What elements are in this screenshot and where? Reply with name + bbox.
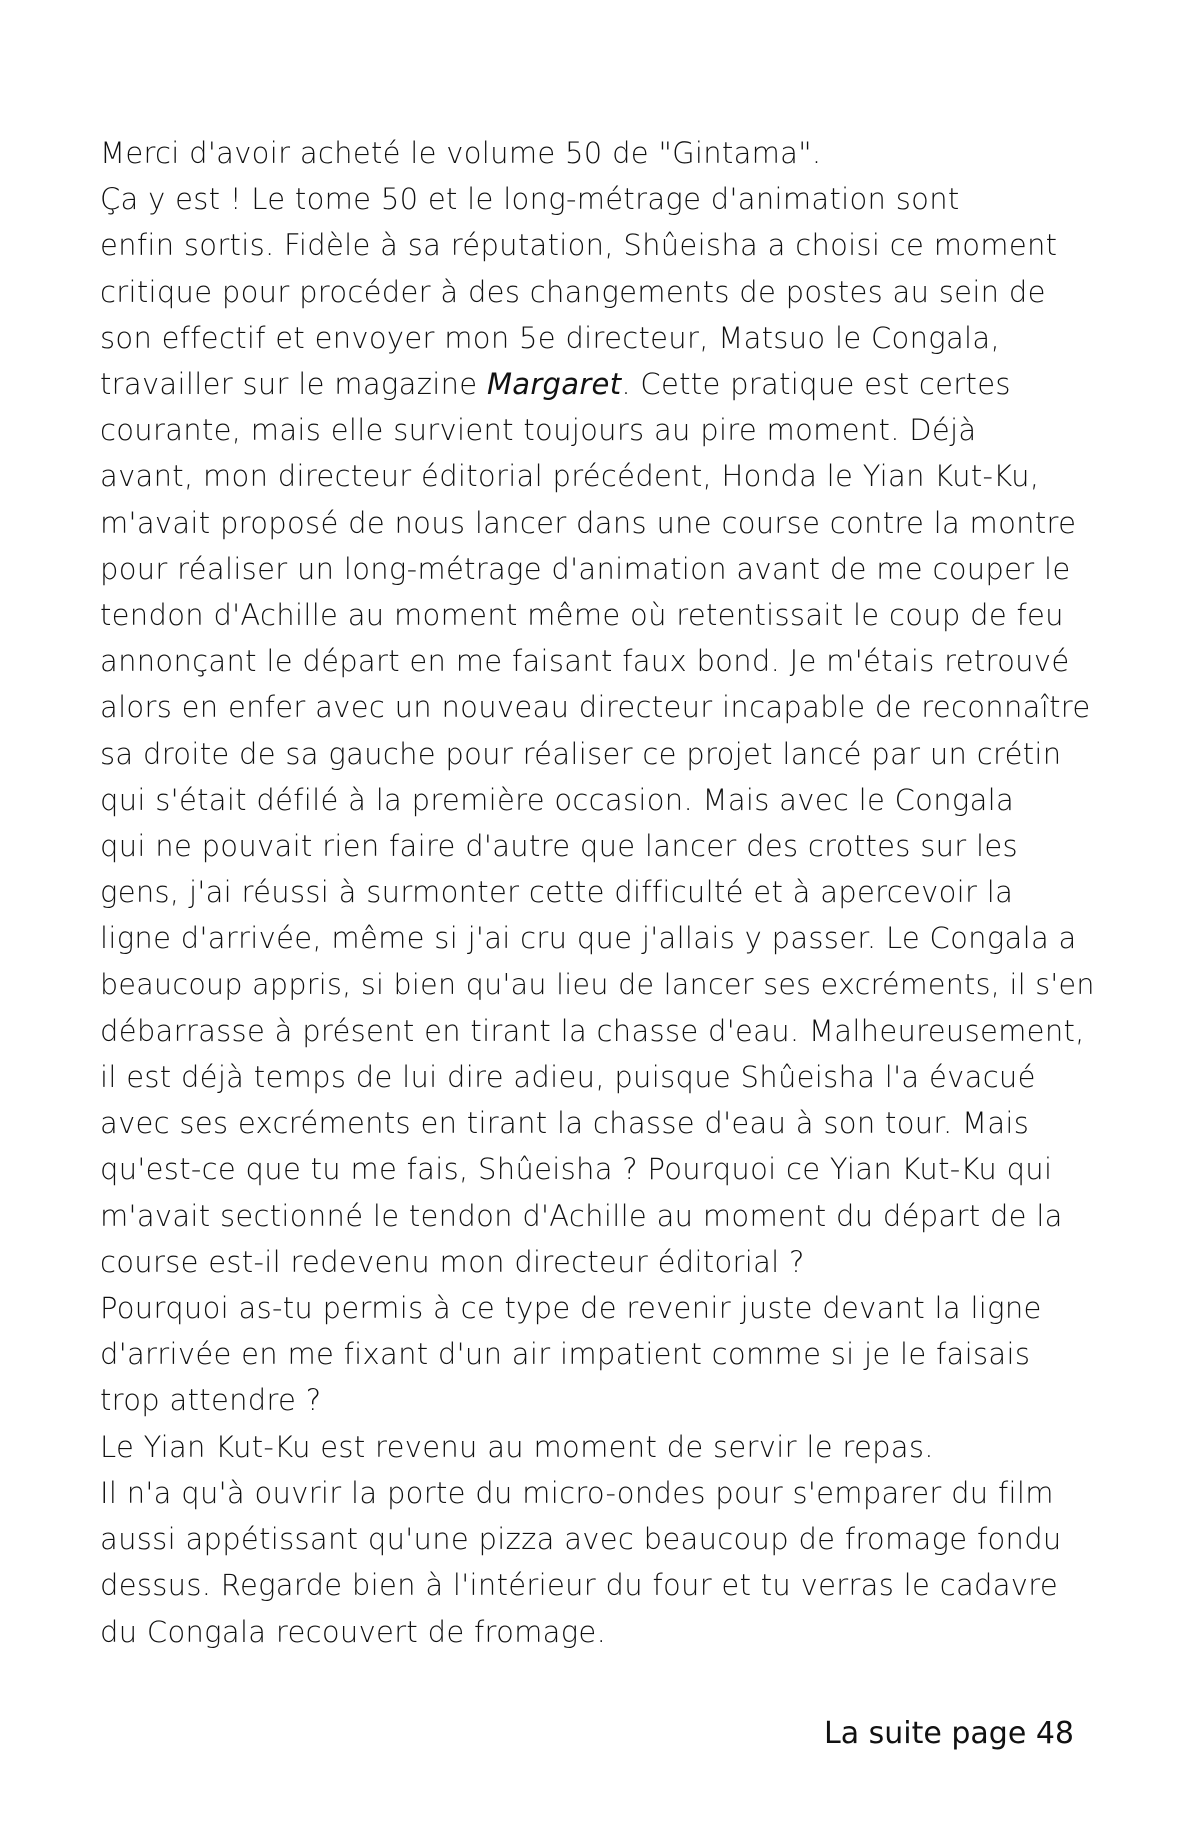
text-line: alors en enfer avec un nouveau directeur incapable de reconnaître [100, 690, 1091, 725]
text-line: m'avait proposé de nous lancer dans une course contre la montre [100, 505, 1077, 540]
text-line: d'arrivée en me fixant d'un air impatient comme si je le faisais [100, 1337, 1031, 1372]
text-line: débarrasse à présent en tirant la chasse d'eau. Malheureusement, [100, 1013, 1085, 1048]
text-line: ligne d'arrivée, même si j'ai cru que j'allais y passer. Le Congala a [100, 921, 1077, 956]
text-line: avec ses excréments en tirant la chasse d'eau à son tour. Mais [100, 1106, 1030, 1141]
text-line: pour réaliser un long-métrage d'animation avant de me couper le [100, 551, 1071, 586]
text-line: qui ne pouvait rien faire d'autre que lancer des crottes sur les [100, 829, 1018, 864]
text-line: course est-il redevenu mon directeur éditorial ? [100, 1244, 805, 1279]
author-note-text [100, 130, 1100, 1655]
text-line: tendon d'Achille au moment même où retentissait le coup de feu [100, 598, 1064, 633]
text-line: Il n'a qu'à ouvrir la porte du micro-ondes pour s'emparer du film [100, 1475, 1054, 1510]
text-line: avant, mon directeur éditorial précédent, Honda le Yian Kut-Ku, [100, 459, 1040, 494]
continuation-note: La suite page 48 [823, 1716, 1074, 1751]
text-line: aussi appétissant qu'une pizza avec beaucoup de fromage fondu [100, 1522, 1062, 1557]
text-line: courante, mais elle survient toujours au pire moment. Déjà [100, 413, 977, 448]
text-line-part: travailler sur le magazine [100, 367, 478, 402]
text-line: m'avait sectionné le tendon d'Achille au moment du départ de la [100, 1198, 1063, 1233]
text-line: qui s'était défilé à la première occasion. Mais avec le Congala [100, 782, 1015, 817]
text-line: annonçant le départ en me faisant faux bond. Je m'étais retrouvé [100, 644, 1070, 679]
text-line-part: . Cette pratique est certes [621, 367, 1011, 402]
text-line: qu'est-ce que tu me fais, Shûeisha ? Pourquoi ce Yian Kut-Ku qui [100, 1152, 1053, 1187]
magazine-title: Margaret [486, 367, 622, 402]
text-line: du Congala recouvert de fromage. [100, 1614, 607, 1649]
text-line: enfin sortis. Fidèle à sa réputation, Shûeisha a choisi ce moment [100, 228, 1058, 263]
text-line: Merci d'avoir acheté le volume 50 de "Gintama". [100, 136, 822, 170]
text-line: gens, j'ai réussi à surmonter cette difficulté et à apercevoir la [100, 875, 1014, 910]
text-line: trop attendre ? [100, 1383, 322, 1418]
text-line: Pourquoi as-tu permis à ce type de revenir juste devant la ligne [100, 1291, 1042, 1326]
text-line: Le Yian Kut-Ku est revenu au moment de servir le repas. [100, 1429, 934, 1464]
text-line: il est déjà temps de lui dire adieu, puisque Shûeisha l'a évacué [100, 1060, 1036, 1095]
text-line: dessus. Regarde bien à l'intérieur du four et tu verras le cadavre [100, 1568, 1058, 1603]
text-line: sa droite de sa gauche pour réaliser ce projet lancé par un crétin [100, 736, 1062, 771]
text-line: Ça y est ! Le tome 50 et le long-métrage d'animation sont [100, 182, 960, 217]
text-line: beaucoup appris, si bien qu'au lieu de lancer ses excréments, il s'en [100, 967, 1095, 1001]
text-line: critique pour procéder à des changements de postes au sein de [100, 274, 1046, 309]
text-line: son effectif et envoyer mon 5e directeur, Matsuo le Congala, [100, 320, 1000, 355]
text-line [100, 361, 1100, 407]
